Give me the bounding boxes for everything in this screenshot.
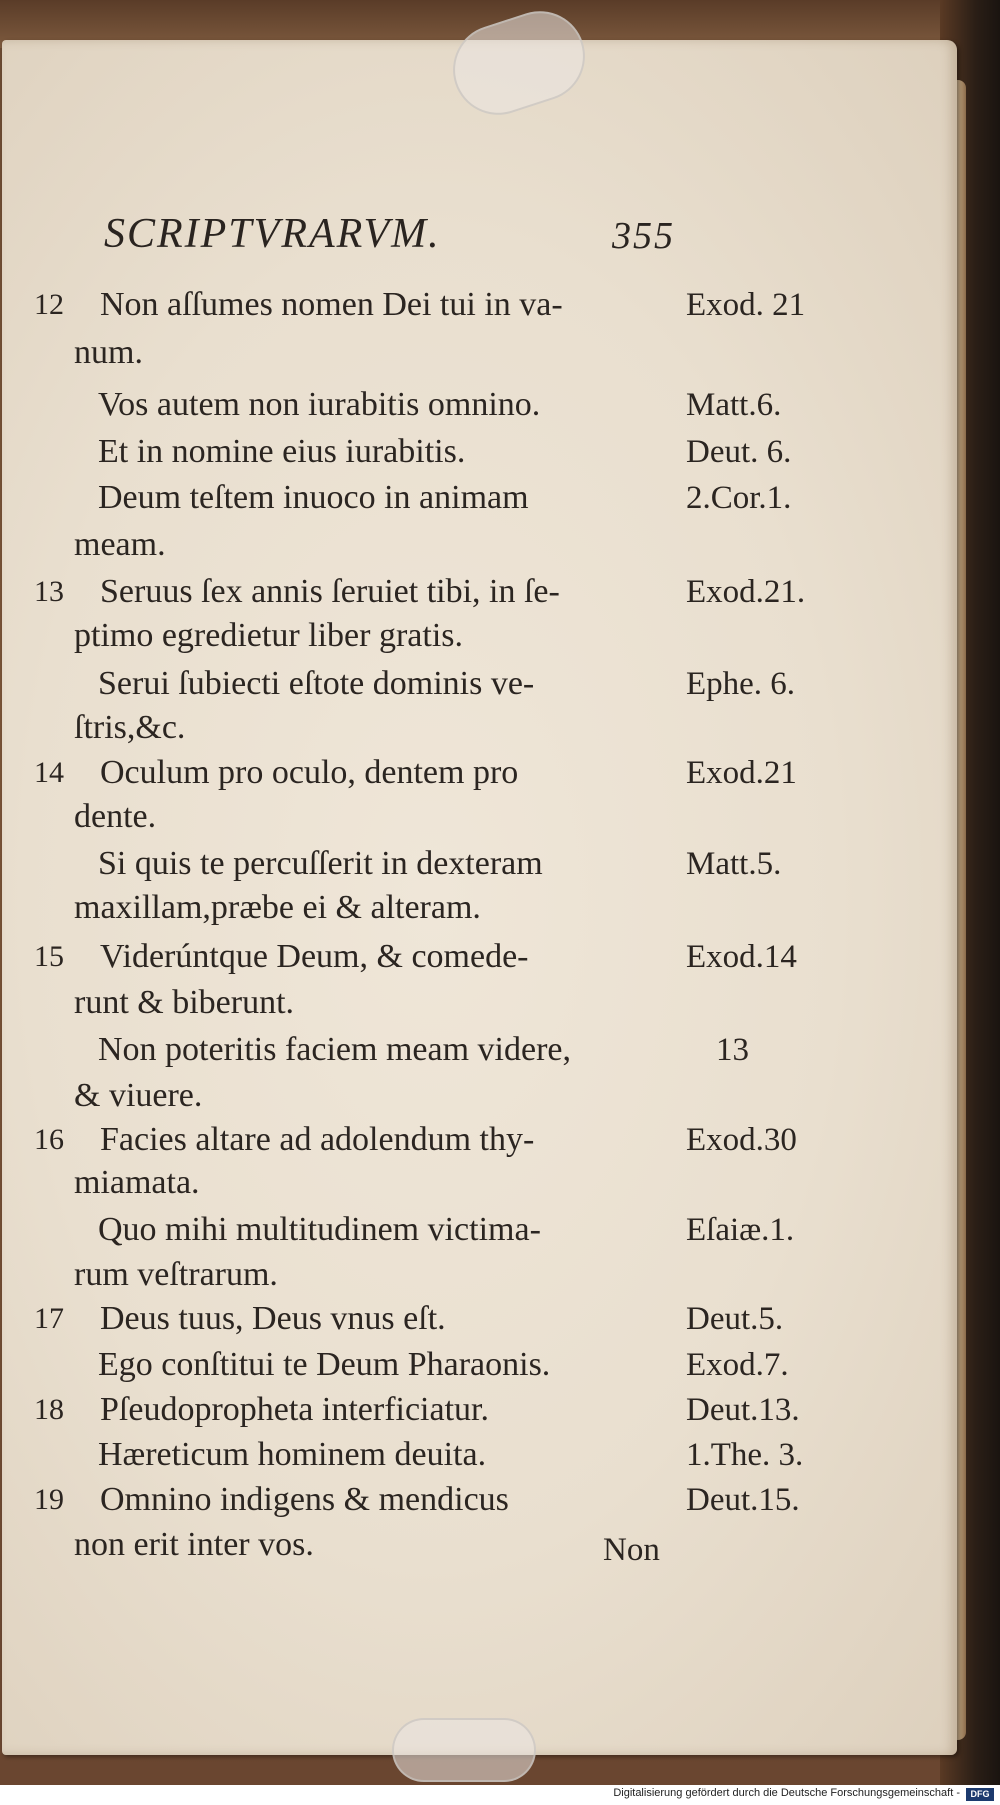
- verse-number: 13: [34, 575, 64, 608]
- text-line: [0, 1030, 1000, 1070]
- line-text: & viuere.: [74, 1077, 203, 1114]
- text-line: [0, 1390, 1000, 1430]
- scripture-reference: Exod.21: [686, 755, 797, 791]
- footer-credit: Digitalisierung gefördert durch die Deutsche Forschungsgemeinschaft -: [613, 1787, 960, 1799]
- scripture-reference: Exod.21.: [686, 574, 806, 610]
- text-line: [0, 937, 1000, 977]
- text-line: [0, 1076, 1000, 1116]
- line-text: Facies altare ad adolendum thy-: [100, 1121, 535, 1158]
- text-line: [0, 385, 1000, 425]
- footer-bar: [0, 1785, 1000, 1805]
- text-line: [0, 1210, 1000, 1250]
- text-line: [0, 525, 1000, 565]
- text-line: [0, 753, 1000, 793]
- line-text: non erit inter vos.: [74, 1526, 314, 1563]
- catchword: Non: [603, 1532, 660, 1568]
- text-line: [0, 844, 1000, 884]
- line-text: Si quis te percuſſerit in dexteram: [98, 845, 543, 882]
- scripture-reference: Exod. 21: [686, 287, 806, 323]
- line-text: Seruus ſex annis ſeruiet tibi, in ſe-: [100, 573, 560, 610]
- line-text: Non aſſumes nomen Dei tui in va-: [100, 286, 563, 323]
- scripture-reference: Exod.14: [686, 939, 797, 975]
- verse-number: 18: [34, 1393, 64, 1426]
- scripture-reference: Deut.15.: [686, 1482, 800, 1518]
- verse-number: 16: [34, 1123, 64, 1156]
- scripture-reference: Deut.13.: [686, 1392, 800, 1428]
- text-line: [0, 478, 1000, 518]
- scripture-reference: Exod.30: [686, 1122, 797, 1158]
- text-line: [0, 1299, 1000, 1339]
- scripture-reference: Deut.5.: [686, 1301, 784, 1337]
- line-text: Non poteritis faciem meam videre,: [98, 1031, 571, 1068]
- dfg-logo: DFG: [966, 1788, 994, 1801]
- line-text: Ego conſtitui te Deum Pharaonis.: [98, 1346, 551, 1383]
- text-line: [0, 333, 1000, 373]
- line-text: Quo mihi multitudinem victima-: [98, 1211, 541, 1248]
- text-line: [0, 797, 1000, 837]
- line-text: Vos autem non iurabitis omnino.: [98, 386, 541, 423]
- text-line: [0, 708, 1000, 748]
- text-line: [0, 1345, 1000, 1385]
- line-text: Oculum pro oculo, dentem pro: [100, 754, 519, 791]
- line-text: maxillam,præbe ei & alteram.: [74, 889, 481, 926]
- text-line: [0, 285, 1000, 325]
- line-text: rum veſtrarum.: [74, 1256, 278, 1293]
- text-line: [0, 616, 1000, 656]
- scripture-reference: 1.The. 3.: [686, 1437, 804, 1473]
- scripture-reference: Ephe. 6.: [686, 666, 796, 702]
- page-number: 355: [612, 215, 675, 257]
- verse-number: 19: [34, 1483, 64, 1516]
- text-line: [0, 983, 1000, 1023]
- line-text: miamata.: [74, 1164, 200, 1201]
- text-line: [0, 1163, 1000, 1203]
- line-text: ſtris,&c.: [74, 709, 186, 746]
- scripture-reference: Exod.7.: [686, 1347, 789, 1383]
- line-text: ptimo egredietur liber gratis.: [74, 617, 463, 654]
- scripture-reference: Deut. 6.: [686, 434, 792, 470]
- line-text: Deus tuus, Deus vnus eſt.: [100, 1300, 446, 1337]
- line-text: Viderúntque Deum, & comede-: [100, 938, 529, 975]
- scripture-reference: Eſaiæ.1.: [686, 1212, 795, 1248]
- line-text: runt & biberunt.: [74, 984, 295, 1021]
- text-line: [0, 1435, 1000, 1475]
- line-text: Deum teſtem inuoco in animam: [98, 479, 529, 516]
- line-text: Pſeudopropheta interficiatur.: [100, 1391, 489, 1428]
- text-line: [0, 572, 1000, 612]
- scripture-reference: 13: [716, 1032, 749, 1068]
- verse-number: 14: [34, 756, 64, 789]
- text-line: [0, 664, 1000, 704]
- scripture-reference: Matt.5.: [686, 846, 782, 882]
- text-line: [0, 432, 1000, 472]
- scripture-reference: Matt.6.: [686, 387, 782, 423]
- line-text: meam.: [74, 526, 166, 563]
- line-text: Hæreticum hominem deuita.: [98, 1436, 487, 1473]
- line-text: dente.: [74, 798, 157, 835]
- verse-number: 15: [34, 940, 64, 973]
- text-line: [0, 1120, 1000, 1160]
- text-line: [0, 1525, 1000, 1565]
- verse-number: 17: [34, 1302, 64, 1335]
- line-text: Serui ſubiecti eſtote dominis ve-: [98, 665, 535, 702]
- text-line: [0, 1480, 1000, 1520]
- running-title: SCRIPTVRARVM.: [104, 211, 441, 257]
- line-text: Et in nomine eius iurabitis.: [98, 433, 466, 470]
- line-text: num.: [74, 334, 143, 371]
- line-text: Omnino indigens & mendicus: [100, 1481, 509, 1518]
- scripture-reference: 2.Cor.1.: [686, 480, 792, 516]
- text-line: [0, 888, 1000, 928]
- verse-number: 12: [34, 288, 64, 321]
- text-line: [0, 1255, 1000, 1295]
